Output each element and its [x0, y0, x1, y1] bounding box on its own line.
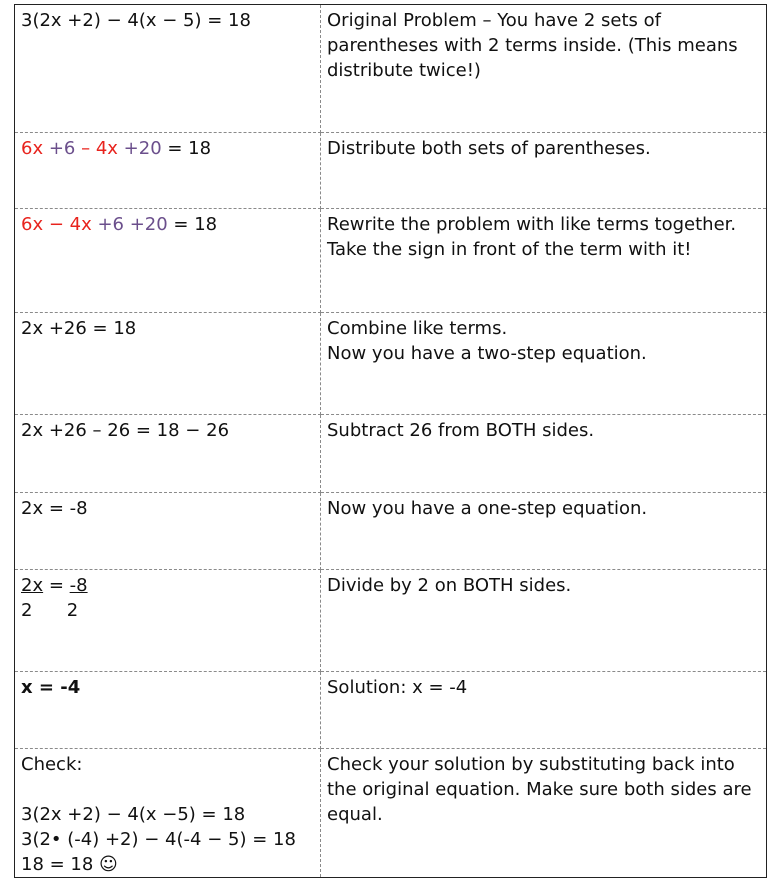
explanation-text: Solution: x = -4 [327, 677, 468, 698]
explanation-text: Check your solution by substituting back into the original equation. Make sure both sides are equal. [327, 754, 752, 825]
explanation-cell [321, 5, 767, 133]
table-row [15, 570, 767, 672]
term-plus-20: +20 [117, 138, 162, 159]
table-row [15, 313, 767, 415]
check-result: 18 = 18 ☺ [21, 854, 118, 875]
explanation-cell [321, 672, 767, 749]
equation-text: 2x +26 = 18 [21, 318, 137, 339]
equation-text: 2x +26 – 26 = 18 − 26 [21, 420, 230, 441]
term-plus-6: +6 [43, 138, 76, 159]
explanation-cell [321, 493, 767, 570]
steps-table [14, 4, 767, 878]
explanation-line: Now you have a two-step equation. [327, 343, 647, 364]
x-terms: 6x − 4x [21, 214, 92, 235]
equation-cell [15, 570, 321, 672]
check-equation: 3(2x +2) − 4(x −5) = 18 [21, 804, 246, 825]
equation-cell [15, 133, 321, 209]
constant-terms: +6 +20 [91, 214, 168, 235]
explanation-cell [321, 209, 767, 313]
explanation-line: Rewrite the problem with like terms together. [327, 214, 737, 235]
term-6x: 6x [21, 138, 44, 159]
equation-cell [15, 415, 321, 493]
fraction-numerator-right: -8 [69, 575, 88, 596]
table-row [15, 209, 767, 313]
fraction-numerator-left: 2x [21, 575, 44, 596]
explanation-cell [321, 313, 767, 415]
equation-cell [15, 493, 321, 570]
explanation-cell [321, 415, 767, 493]
equation-text: 2x = -8 [21, 498, 88, 519]
explanation-text: Original Problem – You have 2 sets of parentheses with 2 terms inside. (This means distribute twice!) [327, 10, 738, 81]
table-row [15, 493, 767, 570]
table-row [15, 672, 767, 749]
equation-cell [15, 5, 321, 133]
table-row [15, 415, 767, 493]
equals-part: = 18 [161, 138, 212, 159]
equation-cell [15, 672, 321, 749]
check-label: Check: [21, 754, 83, 775]
explanation-text: Distribute both sets of parentheses. [327, 138, 651, 159]
explanation-cell [321, 749, 767, 878]
equation-cell [15, 209, 321, 313]
fraction-denominators: 2 2 [21, 600, 79, 621]
equation-text: 3(2x +2) − 4(x − 5) = 18 [21, 10, 251, 31]
term-minus-4x: – 4x [75, 138, 118, 159]
table-row [15, 749, 767, 878]
explanation-text: Divide by 2 on BOTH sides. [327, 575, 572, 596]
check-substitution: 3(2• (-4) +2) − 4(-4 − 5) = 18 [21, 829, 296, 850]
explanation-line: Combine like terms. [327, 318, 508, 339]
explanation-text: Subtract 26 from BOTH sides. [327, 420, 595, 441]
table-row [15, 5, 767, 133]
explanation-cell [321, 570, 767, 672]
solution-equation: x = -4 [21, 677, 81, 698]
equation-cell [15, 749, 321, 878]
equals-sign: = [43, 575, 70, 596]
explanation-cell [321, 133, 767, 209]
table-row [15, 133, 767, 209]
worksheet [14, 4, 766, 878]
explanation-line: Take the sign in front of the term with it! [327, 239, 692, 260]
explanation-text: Now you have a one-step equation. [327, 498, 648, 519]
equals-part: = 18 [167, 214, 218, 235]
equation-cell [15, 313, 321, 415]
